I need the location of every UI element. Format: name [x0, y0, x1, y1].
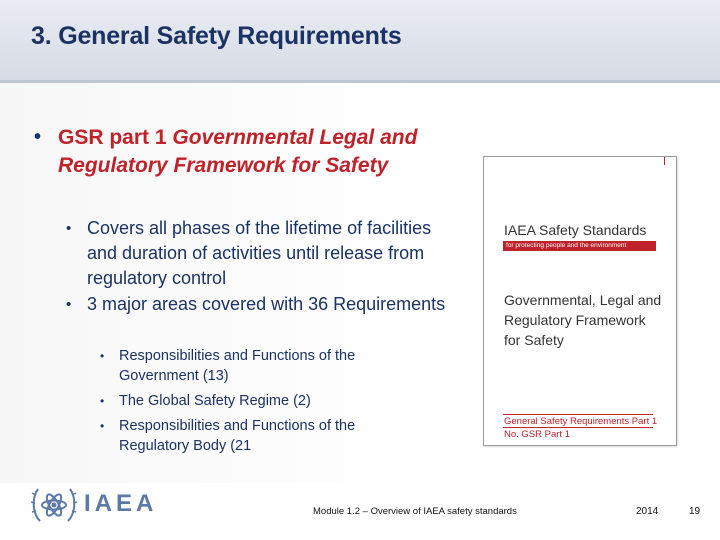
cover-divider	[503, 414, 653, 415]
cover-subtitle: General Safety Requirements Part 1	[504, 416, 658, 427]
bullet-marker: •	[100, 349, 105, 363]
main-bullet-text	[36, 124, 456, 180]
cover-title: Governmental, Legal and Regulatory Framework for Safety	[504, 292, 662, 348]
slide-title: 3. General Safety Requirements	[31, 22, 402, 50]
sub-sub-bullet	[100, 416, 400, 456]
bullet-marker: •	[100, 419, 105, 433]
footer-module: Module 1.2 – Overview of IAEA safety standards	[313, 506, 517, 517]
iaea-emblem-icon	[30, 483, 78, 527]
main-bullet-prefix: GSR part 1	[58, 126, 173, 149]
book-cover	[483, 156, 677, 446]
cover-series: IAEA Safety Standards	[504, 222, 647, 238]
cover-band: for protecting people and the environment	[503, 241, 656, 251]
bullet-marker: •	[34, 126, 42, 148]
sub-bullet-2	[66, 292, 446, 317]
bullet-marker: •	[66, 296, 72, 313]
cover-number: No. GSR Part 1	[504, 429, 570, 440]
sub-bullet-2-text: 3 major areas covered with 36 Requirements	[87, 294, 446, 314]
sub-sub-bullet-text: The Global Safety Regime (2)	[119, 393, 311, 409]
sub-sub-bullet	[100, 346, 400, 386]
main-bullet-italic: Governmental Legal and Regulatory Framework for Safety	[58, 126, 418, 177]
cover-divider	[503, 427, 653, 428]
footer-year: 2014	[636, 506, 659, 517]
footer-page-number: 19	[689, 506, 701, 517]
main-bullet	[36, 124, 456, 180]
sub-bullet-1	[66, 216, 446, 291]
sub-sub-bullet-text: Responsibilities and Functions of the Regulatory Body (21	[119, 418, 356, 454]
bullet-marker: •	[100, 394, 105, 408]
iaea-logo-text: IAEA	[84, 490, 158, 517]
cover-tick	[664, 157, 665, 165]
sub-sub-bullet	[100, 391, 400, 411]
bullet-marker: •	[66, 220, 72, 237]
sub-sub-bullet-text: Responsibilities and Functions of the Government (13)	[119, 348, 356, 384]
sub-bullet-1-text: Covers all phases of the lifetime of facilities and duration of activities until release from regulatory control	[87, 218, 432, 288]
